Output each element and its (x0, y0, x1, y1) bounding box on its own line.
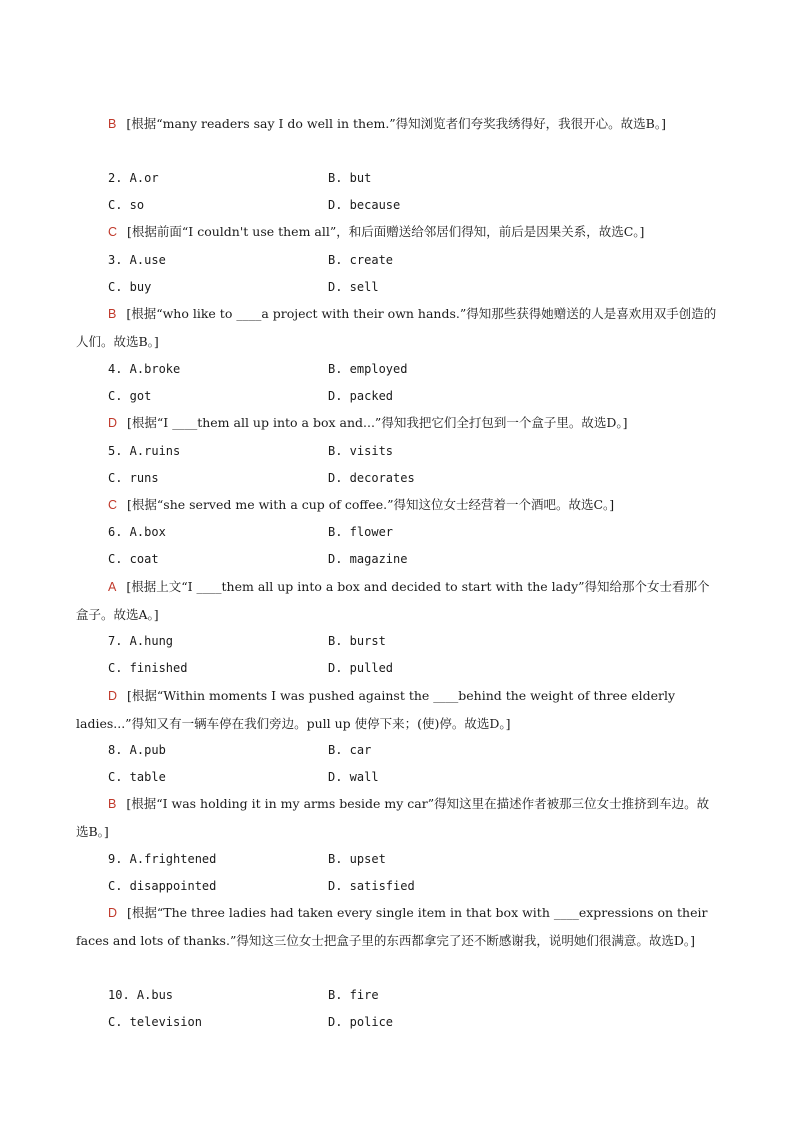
option-c: C. so (108, 198, 145, 212)
option-a: 6. A.box (108, 525, 166, 539)
answer-letter: B (108, 117, 117, 131)
explanation-text: [根据前面“I couldn't use them all”，和后面赠送给邻居们得知，前后是因果关系，故选C。] (127, 224, 645, 239)
answer-letter: D (108, 416, 118, 430)
option-d: D. sell (328, 280, 379, 294)
explanation-text: [根据上文“I ____them all up into a box and decided to start with the lady”得知给那个女士看那个盒子。故选A。] (76, 579, 710, 622)
answer-letter: A (108, 580, 117, 594)
option-d: D. pulled (328, 661, 394, 675)
option-a: 9. A.frightened (108, 852, 217, 866)
option-d: D. decorates (328, 471, 415, 485)
option-a: 10. A.bus (108, 988, 174, 1002)
option-b: B. employed (328, 362, 408, 376)
option-b: B. create (328, 253, 394, 267)
explanation-paragraph (76, 218, 718, 246)
option-d: D. police (328, 1015, 394, 1029)
option-d: D. because (328, 198, 401, 212)
explanation-text: [根据“who like to ____a project with their own hands.”得知那些获得她赠送的人是喜欢用双手创造的人们。故选B。] (76, 306, 717, 349)
explanation-paragraph (76, 682, 718, 737)
option-d: D. wall (328, 770, 379, 784)
explanation-paragraph (76, 491, 718, 519)
option-a: 2. A.or (108, 171, 159, 185)
option-b: B. fire (328, 988, 379, 1002)
option-c: C. table (108, 770, 166, 784)
answer-letter: C (108, 225, 118, 239)
option-a: 5. A.ruins (108, 444, 181, 458)
option-b: B. but (328, 171, 372, 185)
option-a: 3. A.use (108, 253, 166, 267)
answer-letter: D (108, 689, 118, 703)
option-b: B. burst (328, 634, 386, 648)
option-d: D. magazine (328, 552, 408, 566)
explanation-paragraph (76, 573, 718, 628)
answer-letter: B (108, 307, 117, 321)
explanation-text: [根据“she served me with a cup of coffee.”得知这位女士经营着一个酒吧。故选C。] (127, 497, 615, 512)
option-b: B. visits (328, 444, 394, 458)
answer-letter: B (108, 797, 117, 811)
option-c: C. finished (108, 661, 188, 675)
answer-letter: C (108, 498, 118, 512)
option-c: C. disappointed (108, 879, 217, 893)
answer-letter: D (108, 906, 118, 920)
option-a: 7. A.hung (108, 634, 174, 648)
explanation-paragraph (76, 300, 718, 355)
option-c: C. buy (108, 280, 152, 294)
explanation-text: [根据“I ____them all up into a box and...”得知我把它们全打包到一个盒子里。故选D。] (127, 415, 628, 430)
option-c: C. runs (108, 471, 159, 485)
explanation-text: [根据“The three ladies had taken every single item in that box with ____expressions on their faces and lots of thanks.”得知这三位女士把盒子里的东西都拿完了还不断感谢我，说明她们很满意。故选D。] (76, 905, 708, 948)
explanation-paragraph (76, 110, 718, 138)
option-c: C. coat (108, 552, 159, 566)
option-a: 8. A.pub (108, 743, 166, 757)
explanation-text: [根据“I was holding it in my arms beside my car”得知这里在描述作者被那三位女士推挤到车边。故选B。] (76, 796, 710, 839)
option-b: B. flower (328, 525, 394, 539)
explanation-text: [根据“Within moments I was pushed against the ____behind the weight of three elderly ladies...”得知又有一辆车停在我们旁边。pull up 使停下来；(使)停。故选D。] (76, 688, 676, 731)
explanation-paragraph (76, 899, 718, 954)
option-d: D. satisfied (328, 879, 415, 893)
option-d: D. packed (328, 389, 394, 403)
explanation-paragraph (76, 790, 718, 845)
explanation-paragraph (76, 409, 718, 437)
explanation-text: [根据“many readers say I do well in them.”得知浏览者们夸奖我绣得好，我很开心。故选B。] (126, 116, 666, 131)
option-a: 4. A.broke (108, 362, 181, 376)
option-b: B. car (328, 743, 372, 757)
option-c: C. got (108, 389, 152, 403)
option-c: C. television (108, 1015, 202, 1029)
option-b: B. upset (328, 852, 386, 866)
